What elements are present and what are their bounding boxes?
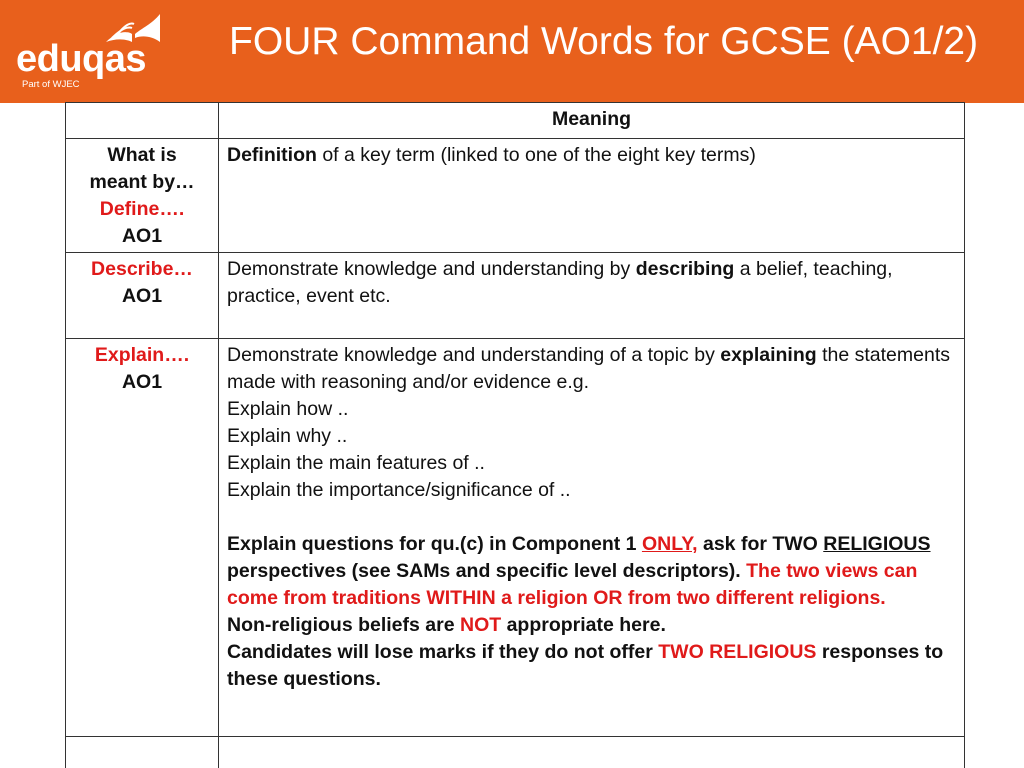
- spacer: [227, 504, 960, 531]
- command-word-describe: Describe…: [91, 258, 193, 280]
- define-meaning-cell: [219, 139, 965, 253]
- only-emphasis: ONLY,: [641, 533, 698, 555]
- table-header-row: [66, 103, 965, 139]
- example-item: Explain how ..: [227, 398, 349, 420]
- describe-meaning-cell: [219, 253, 965, 339]
- describe-text: Demonstrate knowledge and understanding by: [227, 258, 636, 280]
- note-text: appropriate here.: [501, 614, 666, 636]
- header-bar: [0, 0, 1024, 103]
- table-row-empty: [66, 737, 965, 768]
- meaning-header: Meaning: [219, 103, 965, 139]
- assessment-objective: AO1: [121, 285, 163, 307]
- describe-keyword: describing: [635, 258, 735, 280]
- non-religious-note: [227, 612, 960, 639]
- religious-emphasis: RELIGIOUS: [823, 533, 931, 555]
- definition-text: of a key term (linked to one of the eight key terms): [316, 144, 756, 166]
- define-label-cell: [66, 139, 219, 253]
- command-word-define: Define….: [99, 198, 185, 220]
- explain-meaning-cell: [219, 339, 965, 737]
- assessment-objective: AO1: [121, 371, 163, 393]
- definition-keyword: Definition: [227, 144, 317, 166]
- label-line: What is: [107, 144, 177, 166]
- explain-keyword: explaining: [720, 344, 817, 366]
- not-emphasis: NOT: [459, 614, 502, 636]
- example-item: Explain the importance/significance of ..: [227, 479, 571, 501]
- explain-label-cell: [66, 339, 219, 737]
- note-text: Candidates will lose marks if they do not offer: [227, 641, 659, 663]
- page-title: FOUR Command Words for GCSE (AO1/2): [229, 20, 979, 63]
- command-word-explain: Explain….: [94, 344, 190, 366]
- logo-wordmark: eduqas: [16, 38, 147, 80]
- traditions-note: The two views can come from traditions WITHIN a religion OR from two different religions.: [227, 560, 918, 609]
- note-text: Explain questions for qu.(c) in Component 1: [227, 533, 642, 555]
- describe-text-end: a belief, teaching, practice, event etc.: [227, 258, 893, 307]
- empty-cell: [66, 737, 219, 768]
- table-row-describe: [66, 253, 965, 339]
- note-text: perspectives (see SAMs and specific level descriptors).: [227, 560, 747, 582]
- empty-cell: [219, 737, 965, 768]
- note-text: Non-religious beliefs are: [227, 614, 460, 636]
- command-words-table: [65, 102, 964, 768]
- note-text: ask for TWO: [697, 533, 824, 555]
- component-note: [227, 531, 960, 612]
- two-religious-emphasis: TWO RELIGIOUS: [658, 641, 817, 663]
- example-item: Explain the main features of ..: [227, 452, 485, 474]
- describe-label-cell: [66, 253, 219, 339]
- empty-header-cell: [66, 103, 219, 139]
- eduqas-logo: [14, 12, 164, 94]
- note-text: responses to these questions.: [227, 641, 944, 690]
- explain-intro-end: the statements made with reasoning and/or evidence e.g.: [227, 344, 950, 393]
- candidates-warning: [227, 639, 960, 693]
- example-item: Explain why ..: [227, 425, 348, 447]
- assessment-objective: AO1: [121, 225, 163, 247]
- explain-intro-text: Demonstrate knowledge and understanding of a topic by: [227, 344, 721, 366]
- table-row-explain: [66, 339, 965, 737]
- table-row-define: [66, 139, 965, 253]
- logo-tagline: Part of WJEC: [22, 79, 80, 90]
- label-line: meant by…: [89, 171, 195, 193]
- explain-intro: [227, 342, 960, 396]
